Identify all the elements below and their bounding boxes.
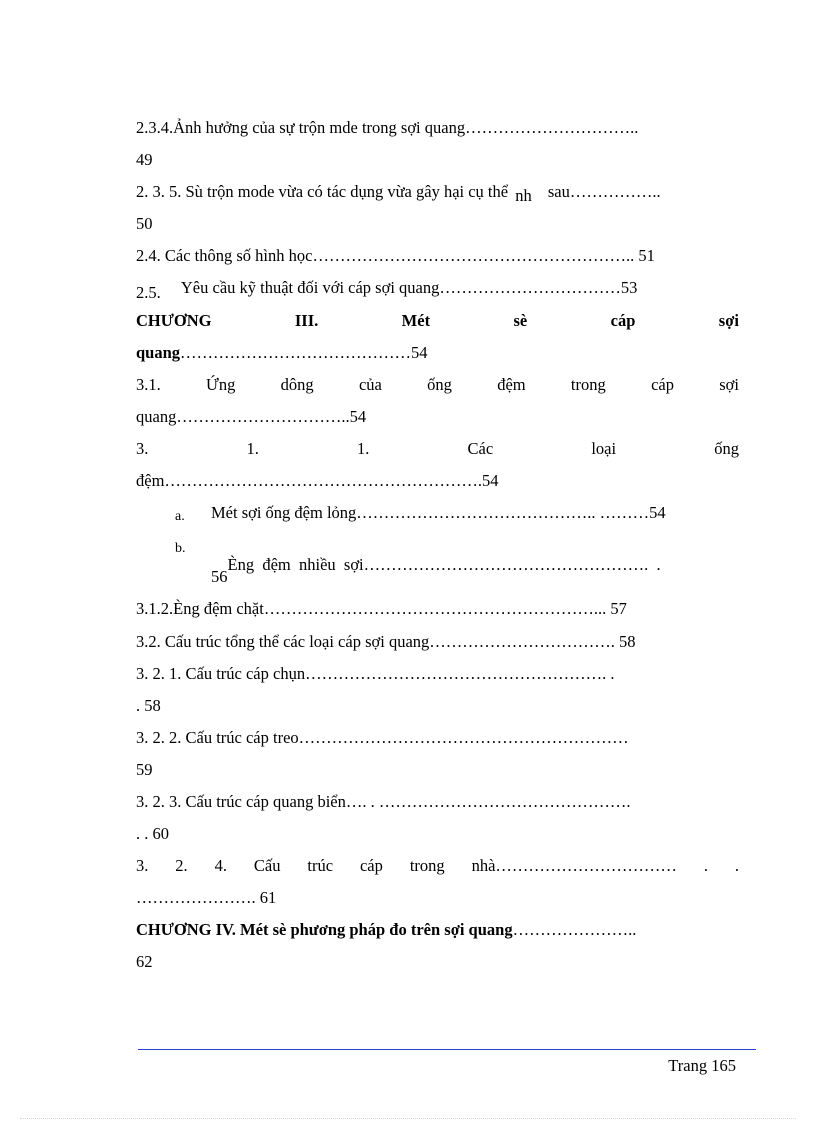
toc-page-number: 62 <box>136 952 153 971</box>
page-number-footer: Trang 165 <box>668 1056 736 1075</box>
list-marker-b: b. <box>175 541 186 556</box>
toc-word: 3.1. <box>136 375 161 394</box>
toc-word: 3. <box>136 856 149 875</box>
toc-word: Các <box>467 439 494 458</box>
toc-word: 1. <box>246 439 259 458</box>
toc-entry-3-2-4 <box>136 856 739 876</box>
toc-text: Mét sợi ống đệm lỏng…………………………………….. ………54 <box>211 503 666 522</box>
toc-page-number: 59 <box>136 760 153 779</box>
toc-word: 4. <box>214 856 227 875</box>
toc-page <box>136 824 739 844</box>
toc-word: nhà…………………………… <box>471 856 677 875</box>
toc-entry-3-2-2 <box>136 728 739 748</box>
toc-text: 3. 2. 2. Cấu trúc cáp treo…………………………………………………… <box>136 728 629 747</box>
toc-word: CHƯƠNG <box>136 311 212 330</box>
toc-text: Èng đệm nhiều sợi……………………………………………. . <box>227 555 661 574</box>
toc-word: 2. <box>175 856 188 875</box>
toc-text: …………………. 61 <box>136 888 277 907</box>
toc-text: sau…………….. <box>547 182 661 201</box>
toc-word: đệm <box>497 375 526 394</box>
toc-entry-3-1-cont <box>136 407 739 427</box>
toc-word: 3. <box>136 439 149 458</box>
toc-entry-2-3-5 <box>136 182 739 202</box>
toc-text-fragment: nh <box>515 186 532 202</box>
toc-word: . <box>703 856 708 875</box>
toc-text: 3. 2. 3. Cấu trúc cáp quang biển…. . ………………………………………. <box>136 792 631 811</box>
toc-entry-3-2-4-cont <box>136 888 739 908</box>
toc-entry-3-1 <box>136 375 739 395</box>
toc-chapter-4 <box>136 920 739 940</box>
toc-word: sợi <box>718 311 739 330</box>
toc-word: cáp <box>610 311 636 330</box>
toc-word: ống <box>427 375 452 394</box>
toc-page <box>136 696 739 716</box>
toc-entry-3-1-1-cont <box>136 471 739 491</box>
toc-entry-2-5 <box>136 278 739 298</box>
toc-page-number: 56 <box>211 567 228 586</box>
toc-entry-3-1-2 <box>136 599 739 619</box>
toc-text: 2. 3. 5. Sù trộn mode vừa có tác dụng vừa gây hại cụ thể <box>136 182 509 201</box>
toc-word: sè <box>513 311 528 330</box>
toc-page-number: 49 <box>136 150 153 169</box>
toc-text: 3.1.2.Èng đệm chặt……………………………………………………... 57 <box>136 599 627 618</box>
toc-text: 2.4. Các thông số hình học………………………………………………….. 51 <box>136 246 655 265</box>
toc-dots: ………………….. <box>512 920 637 939</box>
toc-text: đệm………………………………………………….54 <box>136 471 499 490</box>
toc-text: Yêu cầu kỹ thuật đối với cáp sợi quang……………………………53 <box>180 278 638 297</box>
toc-page <box>136 214 739 234</box>
toc-page <box>211 567 411 587</box>
toc-word: cáp <box>651 375 674 394</box>
toc-page-number: . 58 <box>136 696 161 715</box>
toc-entry-3-2-3 <box>136 792 739 812</box>
toc-entry-2-4 <box>136 246 739 266</box>
toc-entry-2-3-4 <box>136 118 739 138</box>
toc-word: . <box>734 856 739 875</box>
toc-number: 2.5. <box>136 283 161 298</box>
list-marker-a: a. <box>175 509 185 524</box>
toc-chapter-3 <box>136 311 739 331</box>
toc-word: quang <box>136 343 181 362</box>
toc-word: loại <box>591 439 617 458</box>
toc-chapter-title: CHƯƠNG IV. Mét sè phương pháp đo trên sợi quang <box>136 920 513 939</box>
toc-page <box>136 952 739 972</box>
toc-entry-3-2-1 <box>136 664 739 684</box>
toc-word: cáp <box>359 856 383 875</box>
toc-word: Ứng <box>206 375 236 394</box>
toc-text: quang…………………………..54 <box>136 407 367 426</box>
toc-text: 2.3.4.Ảnh hưởng của sự trộn mde trong sợi quang………………………….. <box>136 118 639 137</box>
footer-rule <box>138 1049 756 1050</box>
toc-word: sợi <box>719 375 739 394</box>
toc-dots: ……………………………………54 <box>180 343 428 362</box>
page-edge-divider <box>20 1118 796 1119</box>
toc-word: của <box>358 375 382 394</box>
toc-word: dông <box>280 375 314 394</box>
toc-entry-3-1-1 <box>136 439 739 459</box>
toc-entry-a <box>211 503 741 523</box>
toc-word: trong <box>570 375 606 394</box>
toc-word: trúc <box>307 856 334 875</box>
toc-word: ống <box>714 439 739 458</box>
toc-text: 3.2. Cấu trúc tổng thể các loại cáp sợi quang……………………………. 58 <box>136 632 636 651</box>
toc-word: trong <box>409 856 445 875</box>
toc-word: Mét <box>401 311 431 330</box>
toc-page <box>136 150 739 170</box>
toc-word: 1. <box>357 439 370 458</box>
toc-page <box>136 760 739 780</box>
toc-word: Cấu <box>253 856 281 875</box>
toc-word: III. <box>294 311 319 330</box>
toc-page-number: . . 60 <box>136 824 169 843</box>
toc-page-number: 50 <box>136 214 153 233</box>
toc-chapter-3-cont <box>136 343 739 363</box>
toc-entry-3-2 <box>136 632 739 652</box>
toc-text: 3. 2. 1. Cấu trúc cáp chụn………………………………………………. . <box>136 664 615 683</box>
